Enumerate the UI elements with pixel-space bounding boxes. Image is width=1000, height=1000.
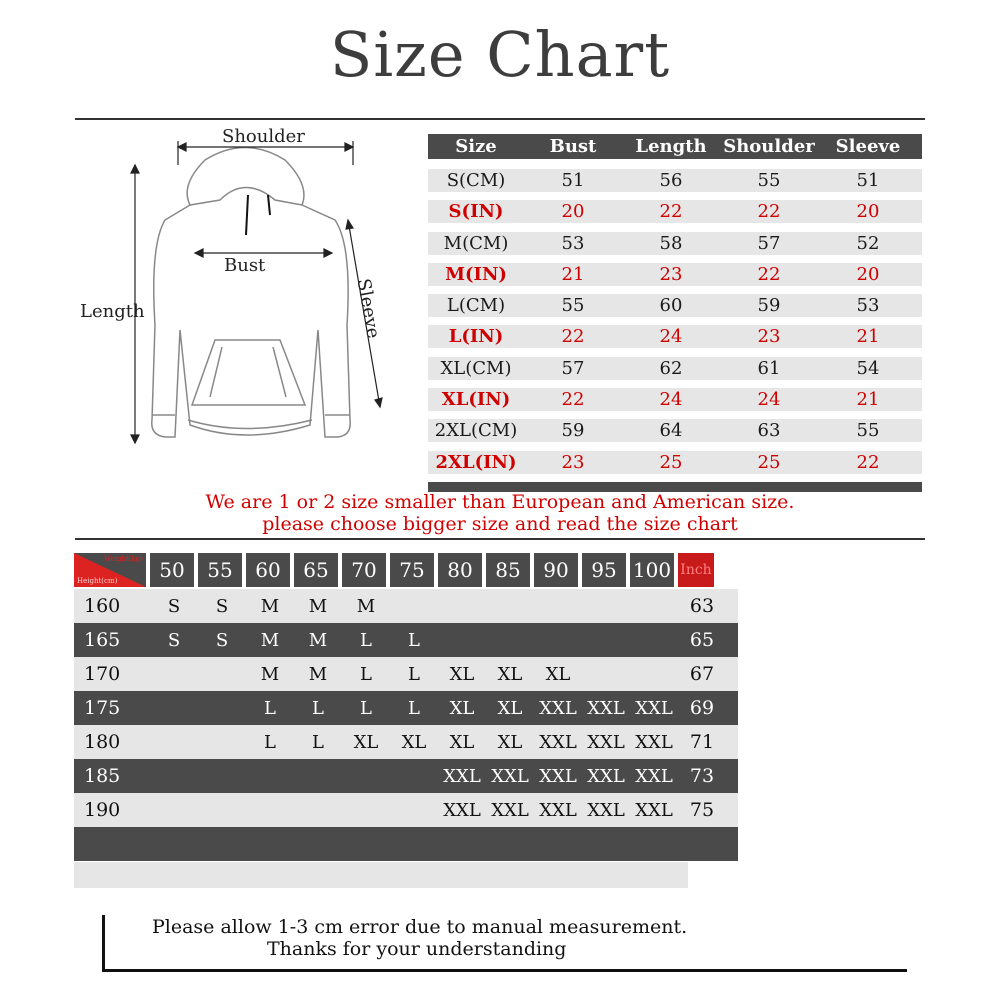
size-cell-shoulder: 59 [757,295,781,317]
recommended-size-cell: L [408,697,420,719]
recommended-size-cell: XXL [539,697,577,719]
recommended-size-cell: XXL [443,765,481,787]
size-cell-size: S(CM) [446,170,506,191]
size-table-row [428,200,922,223]
height-inch-cell: 69 [689,697,715,719]
recommended-size-cell: XXL [491,765,529,787]
size-cell-shoulder: 57 [757,232,781,254]
size-table-row [428,419,922,442]
size-cell-shoulder: 63 [757,420,781,442]
size-cell-size: M(IN) [445,263,507,285]
recommended-size-cell: XXL [635,731,673,753]
height-cell: 165 [84,629,121,651]
size-cell-sleeve: 21 [856,389,880,411]
size-table-row [428,388,922,411]
size-cell-bust: 22 [561,326,585,348]
measurement-note-line-1: Please allow 1-3 cm error due to manual measurement. [152,916,688,938]
shoulder-label: Shoulder [222,126,305,147]
height-cell: 190 [84,799,121,821]
size-warning-line-1: We are 1 or 2 size smaller than European and American size. [205,491,795,513]
recommended-size-cell: M [308,629,328,651]
height-cell: 185 [84,765,121,787]
recommended-size-cell: S [167,629,181,651]
height-row [74,623,738,657]
size-cell-shoulder: 22 [757,263,781,285]
recommended-size-cell: XL [449,663,475,685]
hoodie-diagram [70,125,400,465]
size-cell-length: 58 [659,232,683,254]
weight-header-cell: 50 [150,553,194,587]
height-cell: 175 [84,697,121,719]
recommended-size-cell: S [167,595,181,617]
size-cell-bust: 20 [561,201,585,223]
size-cell-sleeve: 21 [856,326,880,348]
size-cell-size: 2XL(CM) [434,420,518,442]
recommended-size-cell: XXL [587,731,625,753]
page-title: Size Chart [329,18,671,91]
height-row [74,725,738,759]
size-measurement-table [428,134,922,492]
header-shoulder: Shoulder [723,136,815,157]
size-cell-shoulder: 61 [757,357,781,379]
size-cell-size: 2XL(IN) [435,451,517,473]
height-inch-cell: 65 [689,629,715,651]
size-cell-length: 62 [659,357,683,379]
recommended-size-cell: M [356,595,376,617]
recommended-size-cell: XXL [587,765,625,787]
recommended-size-cell: XXL [491,799,529,821]
weight-header-cell: 100 [630,553,674,587]
size-cell-sleeve: 20 [856,201,880,223]
recommended-size-cell: XXL [539,731,577,753]
height-inch-cell: 75 [689,799,715,821]
note-bracket-horizontal [102,969,907,972]
grid-filler-bar-light [74,862,688,888]
recommended-size-cell: XL [545,663,571,685]
size-cell-sleeve: 52 [856,232,880,254]
recommended-size-cell: XL [449,731,475,753]
size-cell-sleeve: 51 [856,170,880,191]
size-table-row [428,325,922,348]
size-cell-sleeve: 54 [856,357,880,379]
weight-header-cell: 90 [534,553,578,587]
size-cell-size: L(CM) [446,295,506,317]
recommended-size-cell: M [260,629,280,651]
recommended-size-cell: XL [449,697,475,719]
size-cell-bust: 22 [561,389,585,411]
recommended-size-cell: XL [401,731,427,753]
recommended-size-cell: M [308,663,328,685]
weight-header-cell: 70 [342,553,386,587]
recommended-size-cell: XXL [443,799,481,821]
size-cell-shoulder: 24 [757,389,781,411]
size-table-row [428,169,922,192]
header-sleeve: Sleeve [835,136,901,157]
recommended-size-cell: M [260,595,280,617]
recommended-size-cell: L [312,697,324,719]
size-cell-sleeve: 22 [856,451,880,473]
recommended-size-cell: S [215,629,229,651]
header-size: Size [455,136,497,157]
corner-weight-label: Weight(kg) [104,555,143,563]
size-cell-sleeve: 55 [856,420,880,442]
size-cell-length: 24 [659,389,683,411]
weight-header-cell: 60 [246,553,290,587]
recommended-size-cell: XL [353,731,379,753]
size-cell-shoulder: 25 [757,451,781,473]
weight-header-cell: 85 [486,553,530,587]
size-cell-size: XL(CM) [440,357,512,379]
height-row [74,759,738,793]
recommended-size-cell: XXL [539,799,577,821]
sleeve-label: Sleeve [352,277,384,340]
recommended-size-cell: XXL [635,765,673,787]
header-length: Length [635,136,707,157]
size-cell-sleeve: 20 [856,263,880,285]
recommended-size-cell: XXL [539,765,577,787]
weight-header-cell: 75 [390,553,434,587]
weight-header-cell: 95 [582,553,626,587]
recommended-size-cell: L [360,663,372,685]
size-cell-bust: 53 [561,232,585,254]
weight-header-cell: 65 [294,553,338,587]
size-cell-bust: 21 [561,263,585,285]
size-table-row [428,232,922,255]
height-row [74,691,738,725]
size-table-row [428,294,922,317]
recommended-size-cell: XXL [587,799,625,821]
size-cell-length: 23 [659,263,683,285]
recommended-size-cell: L [408,663,420,685]
size-cell-bust: 55 [561,295,585,317]
recommended-size-cell: L [360,629,372,651]
height-row [74,657,738,691]
size-cell-size: XL(IN) [441,389,511,411]
size-table-row [428,357,922,380]
recommended-size-cell: L [264,731,276,753]
size-cell-bust: 23 [561,451,585,473]
recommended-size-cell: XL [497,731,523,753]
recommended-size-cell: M [260,663,280,685]
recommended-size-cell: XXL [587,697,625,719]
recommended-size-cell: S [215,595,229,617]
grid-filler-bar-dark [74,827,738,861]
height-row [74,793,738,827]
size-cell-bust: 51 [561,170,585,191]
note-bracket-vertical [102,915,105,972]
size-cell-shoulder: 22 [757,201,781,223]
size-cell-size: M(CM) [443,232,509,254]
recommended-size-cell: XXL [635,799,673,821]
size-cell-size: S(IN) [448,201,504,223]
recommended-size-cell: XL [497,697,523,719]
bust-label: Bust [224,255,266,276]
recommended-size-cell: L [360,697,372,719]
size-cell-sleeve: 53 [856,295,880,317]
size-cell-length: 25 [659,451,683,473]
size-cell-length: 56 [659,170,683,191]
recommended-size-cell: L [408,629,420,651]
middle-divider [75,538,925,540]
inch-header-cell: Inch [678,553,714,587]
size-cell-length: 64 [659,420,683,442]
height-cell: 180 [84,731,121,753]
top-divider [75,118,925,120]
recommended-size-cell: XXL [635,697,673,719]
size-table-row [428,263,922,286]
recommended-size-cell: XL [497,663,523,685]
weight-header-cell: 80 [438,553,482,587]
size-warning-line-2: please choose bigger size and read the size chart [262,513,738,535]
height-cell: 170 [84,663,121,685]
measurement-note-line-2: Thanks for your understanding [267,938,567,960]
size-cell-shoulder: 55 [757,170,781,191]
size-cell-length: 60 [659,295,683,317]
recommended-size-cell: L [264,697,276,719]
size-table-row [428,451,922,474]
height-cell: 160 [84,595,121,617]
size-cell-length: 22 [659,201,683,223]
recommended-size-cell: L [312,731,324,753]
length-label: Length [80,301,145,322]
size-cell-bust: 57 [561,357,585,379]
height-inch-cell: 63 [689,595,715,617]
height-inch-cell: 67 [689,663,715,685]
size-cell-length: 24 [659,326,683,348]
height-inch-cell: 71 [689,731,715,753]
height-inch-cell: 73 [689,765,715,787]
recommended-size-cell: M [308,595,328,617]
size-cell-size: L(IN) [448,326,504,348]
header-bust: Bust [549,136,597,157]
height-weight-grid [74,553,738,861]
height-weight-corner [74,553,146,587]
size-table-header [428,134,922,159]
weight-header-cell: 55 [198,553,242,587]
size-cell-shoulder: 23 [757,326,781,348]
corner-height-label: Height(cm) [77,577,118,585]
size-cell-bust: 59 [561,420,585,442]
height-row [74,589,738,623]
weight-header-row [74,553,738,589]
